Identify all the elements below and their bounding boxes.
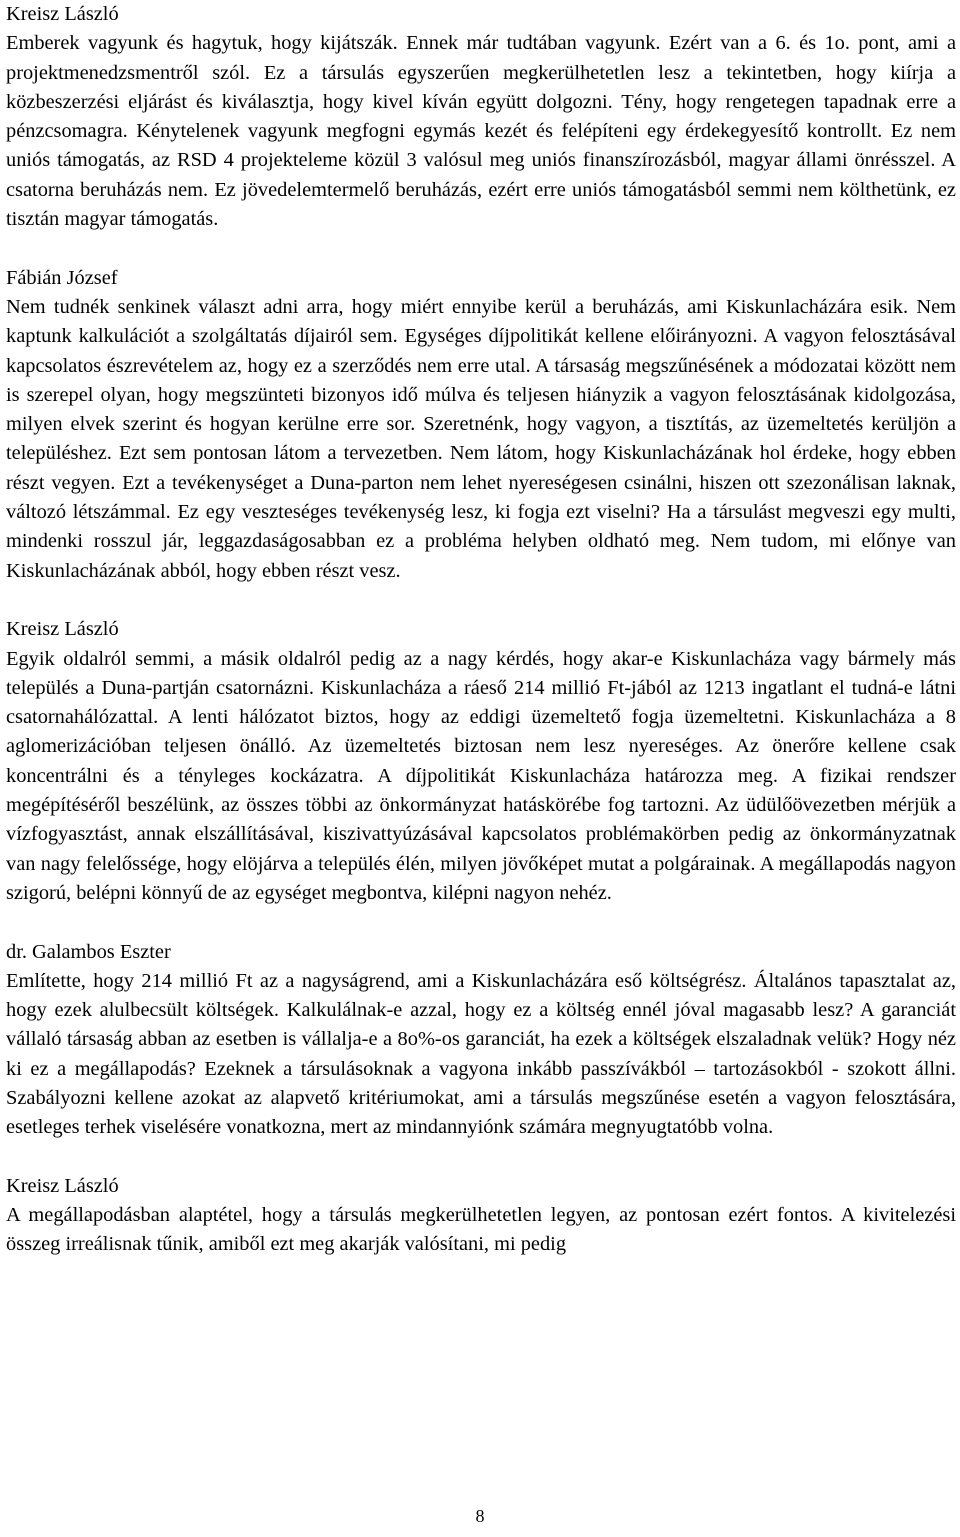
document-page <box>6 0 956 1289</box>
speaker-name: Kreisz László <box>6 618 119 641</box>
speech-paragraph: Emberek vagyunk és hagytuk, hogy kijátszák. Ennek már tudtában vagyunk. Ezért van a 6. és 1o. pont, ami a projektmenedzsmentről szól. Ez a társulás egyszerűen megkerülhetetlen lesz a tekintetben, hogy kiírja a közbeszerzési eljárást és kiválasztja, hogy kivel kíván együtt dolgozni. Tény, hogy rengetegen tapadnak erre a pénzcsomagra. Kénytelenek vagyunk megfogni egymás kezét és felépíteni egy érdekegyesítő kontrollt. Ez nem uniós támogatás, az RSD 4 projekteleme közül 3 valósul meg uniós finanszírozásból, magyar állami önrésszel. A csatorna beruházás nem. Ez jövedelemtermelő beruházás, ezért erre uniós támogatásból semmi nem költhetünk, ez tisztán magyar támogatás. <box>6 32 956 231</box>
speaker-block-4 <box>6 938 956 1143</box>
speech-paragraph: A megállapodásban alaptétel, hogy a társulás megkerülhetetlen legyen, az pontosan ezért fontos. A kivitelezési összeg irreálisnak tűnik, amiből ezt meg akarják valósítani, mi pedig <box>6 1204 956 1256</box>
speaker-name: Fábián József <box>6 266 118 289</box>
speaker-name: dr. Galambos Eszter <box>6 940 171 963</box>
speaker-block-3 <box>6 615 956 908</box>
speaker-block-5 <box>6 1172 956 1260</box>
speech-paragraph: Egyik oldalról semmi, a másik oldalról pedig az a nagy kérdés, hogy akar-e Kiskunlacháza vagy bármely más település a Duna-partján csatornázni. Kiskunlacháza a ráeső 214 millió Ft-jából az 1213 ingatlant el tudná-e látni csatornahálózattal. A lenti hálózatot biztos, hogy az eddigi üzemeltető fogja üzemeltetni. Kiskunlacháza a 8 aglomerizációban teljesen önálló. Az üzemeltetés biztosan nem lesz nyereséges. Az önerőre kellene csak koncentrálni és a tényleges kockázatra. A díjpolitikát Kiskunlacháza határozza meg. A fizikai rendszer megépítéséről beszélünk, az összes többi az önkormányzat hatáskörébe fog tartozni. Az üdülőövezetben mérjük a vízfogyasztást, annak elszállításával, kiszivattyúzásával kapcsolatos problémakörben pedig az önkormányzatnak van nagy felelőssége, hogy elöjárva a település élén, milyen jövőképet mutat a polgárainak. A megállapodás nagyon szigorú, belépni könnyű de az egységet megbontva, kilépni nagyon nehéz. <box>6 647 956 904</box>
speech-paragraph: Nem tudnék senkinek választ adni arra, hogy miért ennyibe kerül a beruházás, ami Kiskunlacházára esik. Nem kaptunk kalkulációt a szolgáltatás díjairól sem. Egységes díjpolitikát kellene előirányozni. A vagyon felosztásával kapcsolatos észrevételem az, hogy ez a szerződés nem erre utal. A társaság megszűnésének a módozatai között nem is szerepel olyan, hogy megszünteti bizonyos idő múlva és teljesen hiányzik a vagyon felosztásának kidolgozása, milyen elvek szerint és hogyan kerülne erre sor. Szeretnénk, hogy vagyon, a tisztítás, az üzemeltetés kerüljön a településhez. Ezt sem pontosan látom a tervezetben. Nem látom, hogy Kiskunlacházának hol érdeke, hogy ebben részt vegyen. Ezt a tevékenységet a Duna-parton nem lehet nyereségesen csinálni, hiszen ott szezonálisan laknak, változó létszámmal. Ez egy veszteséges tevékenység lesz, ki fogja ezt viselni? Ha a társulást megveszi egy multi, mindenki rosszul jár, leggazdaságosabban ez a probléma helyben oldható meg. Nem tudom, mi előnye van Kiskunlacházának abból, hogy ebben részt vesz. <box>6 295 956 582</box>
speaker-name: Kreisz László <box>6 3 119 25</box>
speaker-name: Kreisz László <box>6 1174 119 1197</box>
speech-paragraph: Említette, hogy 214 millió Ft az a nagyságrend, ami a Kiskunlacházára eső költségrész. Általános tapasztalat az, hogy ezek alulbecsült költségek. Kalkulálnak-e azzal, hogy ez a költség ennél jóval magasabb lesz? A garanciát vállaló társaság abban az esetben is vállalja-e a 8o%-os garanciát, ha ezek a költségek elszaladnak velük? Hogy néz ki ez a megállapodás? Ezeknek a társulásoknak a vagyona inkább passzívákból – tartozásokból - szokott állni. Szabályozni kellene azokat az alapvető kritériumokat, ami a társulás megszűnése esetén a vagyon felosztására, esetleges terhek viselésére vonatkozna, mert az mindannyiónk számára megnyugtatóbb volna. <box>6 969 956 1139</box>
speaker-block-2 <box>6 264 956 586</box>
speaker-block-1 <box>6 0 956 234</box>
page-number: 8 <box>475 1506 485 1526</box>
